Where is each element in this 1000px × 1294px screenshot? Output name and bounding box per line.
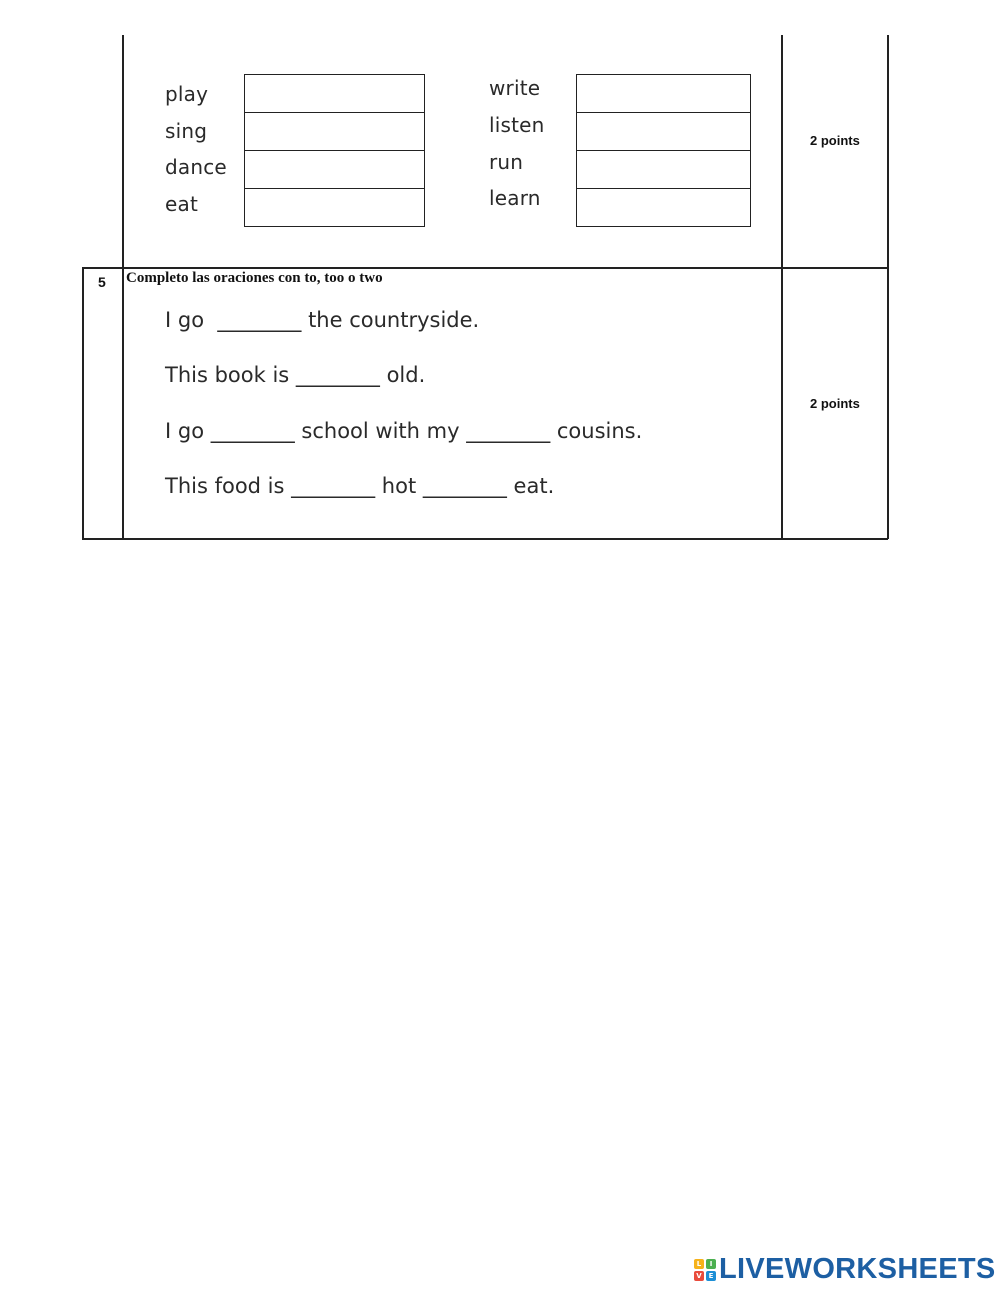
table-points-column-border (781, 35, 783, 539)
fill-in-sentence: This food is ________ hot ________ eat. (165, 474, 555, 498)
question-instruction: Completo las oraciones con to, too o two (126, 270, 383, 286)
verb-label: sing (165, 119, 208, 143)
verb-label: listen (489, 113, 545, 137)
answer-box[interactable] (577, 189, 750, 225)
answer-box[interactable] (577, 113, 750, 151)
left-answer-boxes (244, 74, 425, 227)
right-answer-boxes (576, 74, 751, 227)
verb-label: learn (489, 186, 541, 210)
section4-points: 2 points (810, 133, 860, 148)
row-divider (82, 267, 888, 269)
fill-in-sentence: I go ________ the countryside. (165, 308, 480, 332)
liveworksheets-logo (694, 1253, 996, 1286)
verb-label: eat (165, 192, 199, 216)
answer-box[interactable] (245, 189, 424, 225)
section5-points: 2 points (810, 396, 860, 411)
verb-label: play (165, 82, 209, 106)
answer-box[interactable] (245, 75, 424, 113)
verb-label: run (489, 150, 524, 174)
table-right-border (887, 35, 889, 539)
answer-box[interactable] (577, 151, 750, 189)
verb-label: write (489, 76, 541, 100)
fill-in-sentence: This book is ________ old. (165, 363, 426, 387)
table-number-column-border (122, 35, 124, 539)
question-number: 5 (98, 274, 106, 290)
table-left-border (82, 267, 84, 539)
answer-box[interactable] (245, 151, 424, 189)
fill-in-sentence: I go ________ school with my ________ cousins. (165, 419, 643, 443)
answer-box[interactable] (577, 75, 750, 113)
logo-text: LIVEWORKSHEETS (719, 1253, 996, 1285)
answer-box[interactable] (245, 113, 424, 151)
logo-icon: L I V E (694, 1259, 716, 1281)
verb-label: dance (165, 155, 227, 179)
table-bottom-border (82, 538, 888, 540)
